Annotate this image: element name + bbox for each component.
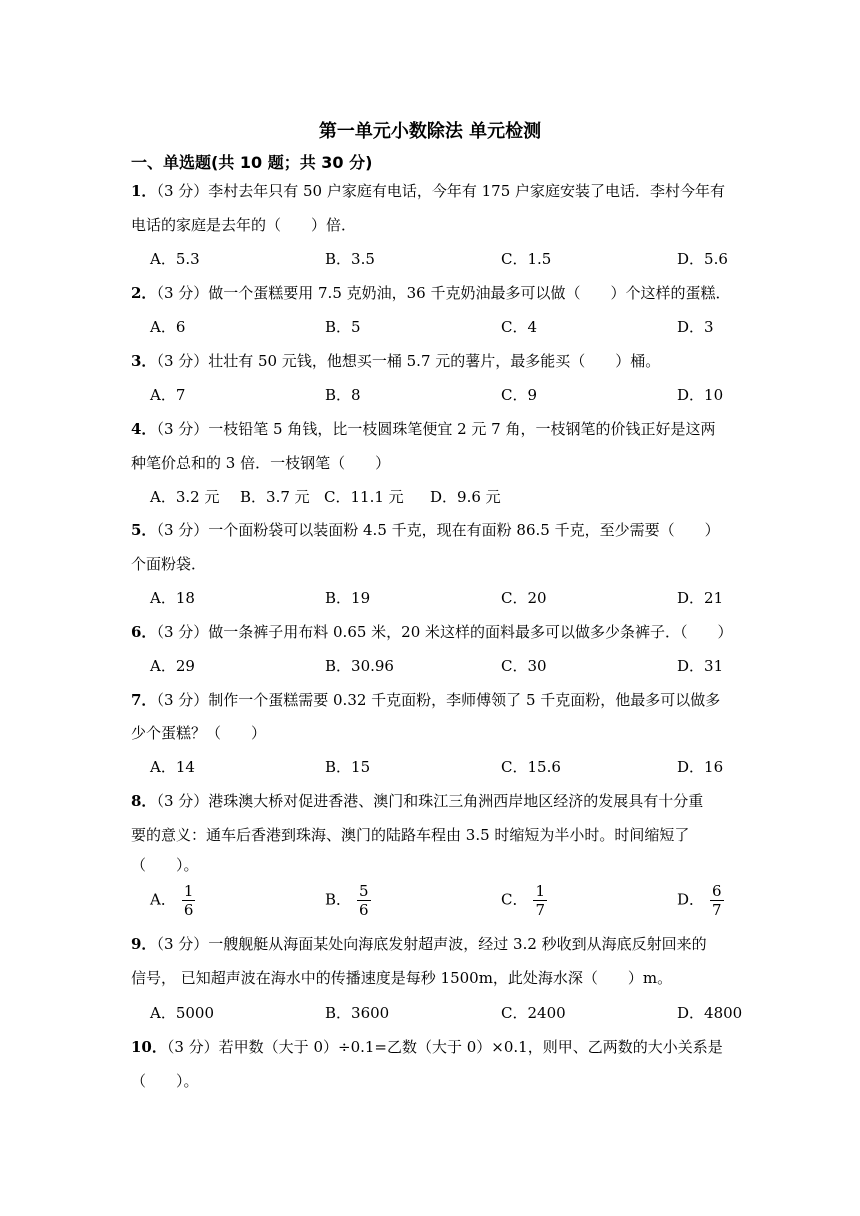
- question-9-line-1: [131, 933, 707, 954]
- question-10-line-2: （ ）。: [131, 1072, 199, 1090]
- question-number: 2．: [131, 284, 157, 302]
- option-b[interactable]: [325, 882, 371, 919]
- option-c[interactable]: C．2400: [501, 1004, 566, 1022]
- question-2-line-1: [131, 282, 731, 303]
- option-d[interactable]: [677, 882, 724, 919]
- question-number: 8．: [131, 792, 157, 810]
- question-text: （3 分）李村去年只有 50 户家庭有电话，今年有 175 户家庭安装了电话．李村今年有: [156, 182, 726, 200]
- question-text: （3 分）港珠澳大桥对促进香港、澳门和珠江三角洲西岸地区经济的发展具有十分重: [156, 792, 704, 810]
- option-d[interactable]: D．5.6: [677, 250, 728, 268]
- option-d[interactable]: D．9.6 元: [430, 488, 501, 506]
- option-b[interactable]: B．19: [325, 589, 371, 607]
- question-8-line-2: 要的意义：通车后香港到珠海、澳门的陆路车程由 3.5 时缩短为半小时。时间缩短了: [131, 826, 690, 844]
- option-d[interactable]: D．4800: [677, 1004, 743, 1022]
- question-5-line-2: 个面粉袋．: [131, 555, 207, 573]
- option-c[interactable]: C．9: [501, 386, 538, 404]
- question-1-line-1: [131, 180, 725, 201]
- option-a[interactable]: A．18: [150, 589, 195, 607]
- fraction: [357, 882, 371, 919]
- denominator: 6: [359, 901, 369, 919]
- numerator: 6: [712, 882, 722, 900]
- question-9-line-2: 信号， 已知超声波在海水中的传播速度是每秒 1500m，此处海水深（ ）m。: [131, 969, 673, 987]
- question-text: （3 分）做一条裤子用布料 0.65 米，20 米这样的面料最多可以做多少条裤子．（ ）: [156, 623, 733, 641]
- question-text: （3 分）一枝铅笔 5 角钱，比一枝圆珠笔便宜 2 元 7 角，一枝钢笔的价钱正好是这两: [156, 420, 716, 438]
- question-text: （3 分）若甲数（大于 0）÷0.1=乙数（大于 0）×0.1，则甲、乙两数的大小关系是: [166, 1038, 723, 1056]
- numerator: 5: [359, 882, 369, 900]
- question-number: 1．: [131, 182, 157, 200]
- question-number: 7．: [131, 691, 157, 709]
- denominator: 7: [712, 901, 722, 919]
- question-number: 3．: [131, 352, 157, 370]
- option-c[interactable]: C．20: [501, 589, 547, 607]
- option-d[interactable]: D．21: [677, 589, 724, 607]
- option-b[interactable]: B．8: [325, 386, 361, 404]
- option-a[interactable]: [150, 882, 195, 919]
- option-c[interactable]: C．4: [501, 318, 538, 336]
- denominator: 7: [535, 901, 546, 919]
- option-c[interactable]: C．30: [501, 657, 547, 675]
- numerator: 1: [183, 882, 194, 900]
- page-title: 第一单元小数除法 单元检测: [318, 121, 542, 142]
- option-b[interactable]: B．15: [325, 758, 371, 776]
- question-8-line-3: （ ）。: [131, 856, 199, 874]
- option-b[interactable]: B．30.96: [325, 657, 394, 675]
- fraction: [710, 882, 724, 919]
- question-text: （3 分）做一个蛋糕要用 7.5 克奶油，36 千克奶油最多可以做（ ）个这样的蛋糕．: [156, 284, 731, 302]
- option-b[interactable]: B．3600: [325, 1004, 390, 1022]
- option-a[interactable]: A．29: [150, 657, 195, 675]
- question-4-line-1: [131, 418, 716, 439]
- question-text: （3 分）壮壮有 50 元钱，他想买一桶 5.7 元的薯片，最多能买（ ）桶。: [156, 352, 661, 370]
- option-a[interactable]: A．3.2 元: [150, 488, 220, 506]
- question-6-line-1: [131, 621, 733, 642]
- option-a[interactable]: A．6: [150, 318, 186, 336]
- numerator: 1: [535, 882, 546, 900]
- option-a[interactable]: A．5.3: [150, 250, 200, 268]
- question-3-line-1: [131, 350, 660, 371]
- option-b[interactable]: B．5: [325, 318, 361, 336]
- question-text: （3 分）一艘舰艇从海面某处向海底发射超声波，经过 3.2 秒收到从海底反射回来的: [156, 935, 707, 953]
- option-a[interactable]: A．7: [150, 386, 186, 404]
- option-c[interactable]: C．11.1 元: [324, 488, 404, 506]
- option-a[interactable]: A．14: [150, 758, 195, 776]
- question-7-line-1: [131, 689, 720, 710]
- option-d[interactable]: D．31: [677, 657, 724, 675]
- question-number: 10．: [131, 1038, 167, 1056]
- option-d[interactable]: D．16: [677, 758, 724, 776]
- question-1-line-2: 电话的家庭是去年的（ ）倍．: [131, 216, 357, 234]
- option-b[interactable]: B．3.5: [325, 250, 375, 268]
- question-number: 6．: [131, 623, 157, 641]
- option-a[interactable]: A．5000: [150, 1004, 215, 1022]
- question-number: 4．: [131, 420, 157, 438]
- question-10-line-1: [131, 1036, 723, 1057]
- option-d[interactable]: D．10: [677, 386, 724, 404]
- option-c[interactable]: C．15.6: [501, 758, 561, 776]
- question-5-line-1: [131, 519, 720, 540]
- question-number: 9．: [131, 935, 157, 953]
- question-number: 5．: [131, 521, 157, 539]
- option-label: B．: [325, 890, 352, 909]
- question-4-line-2: 种笔价总和的 3 倍．一枝钢笔（ ）: [131, 454, 391, 472]
- question-text: （3 分）制作一个蛋糕需要 0.32 千克面粉，李师傅领了 5 千克面粉，他最多可以做多: [156, 691, 721, 709]
- option-label: A．: [150, 890, 176, 909]
- question-7-line-2: 少个蛋糕？（ ）: [131, 724, 267, 742]
- option-label: D．: [677, 890, 705, 909]
- option-c[interactable]: [501, 882, 547, 919]
- question-8-line-1: [131, 790, 703, 811]
- option-d[interactable]: D．3: [677, 318, 714, 336]
- denominator: 6: [183, 901, 194, 919]
- option-label: C．: [501, 890, 528, 909]
- option-c[interactable]: C．1.5: [501, 250, 552, 268]
- option-b[interactable]: B．3.7 元: [240, 488, 310, 506]
- section-heading: 一、单选题(共 10 题；共 30 分): [131, 153, 373, 172]
- fraction: [182, 882, 196, 919]
- question-text: （3 分）一个面粉袋可以装面粉 4.5 千克，现在有面粉 86.5 千克，至少需要（ ）: [156, 521, 720, 539]
- fraction: [533, 882, 547, 919]
